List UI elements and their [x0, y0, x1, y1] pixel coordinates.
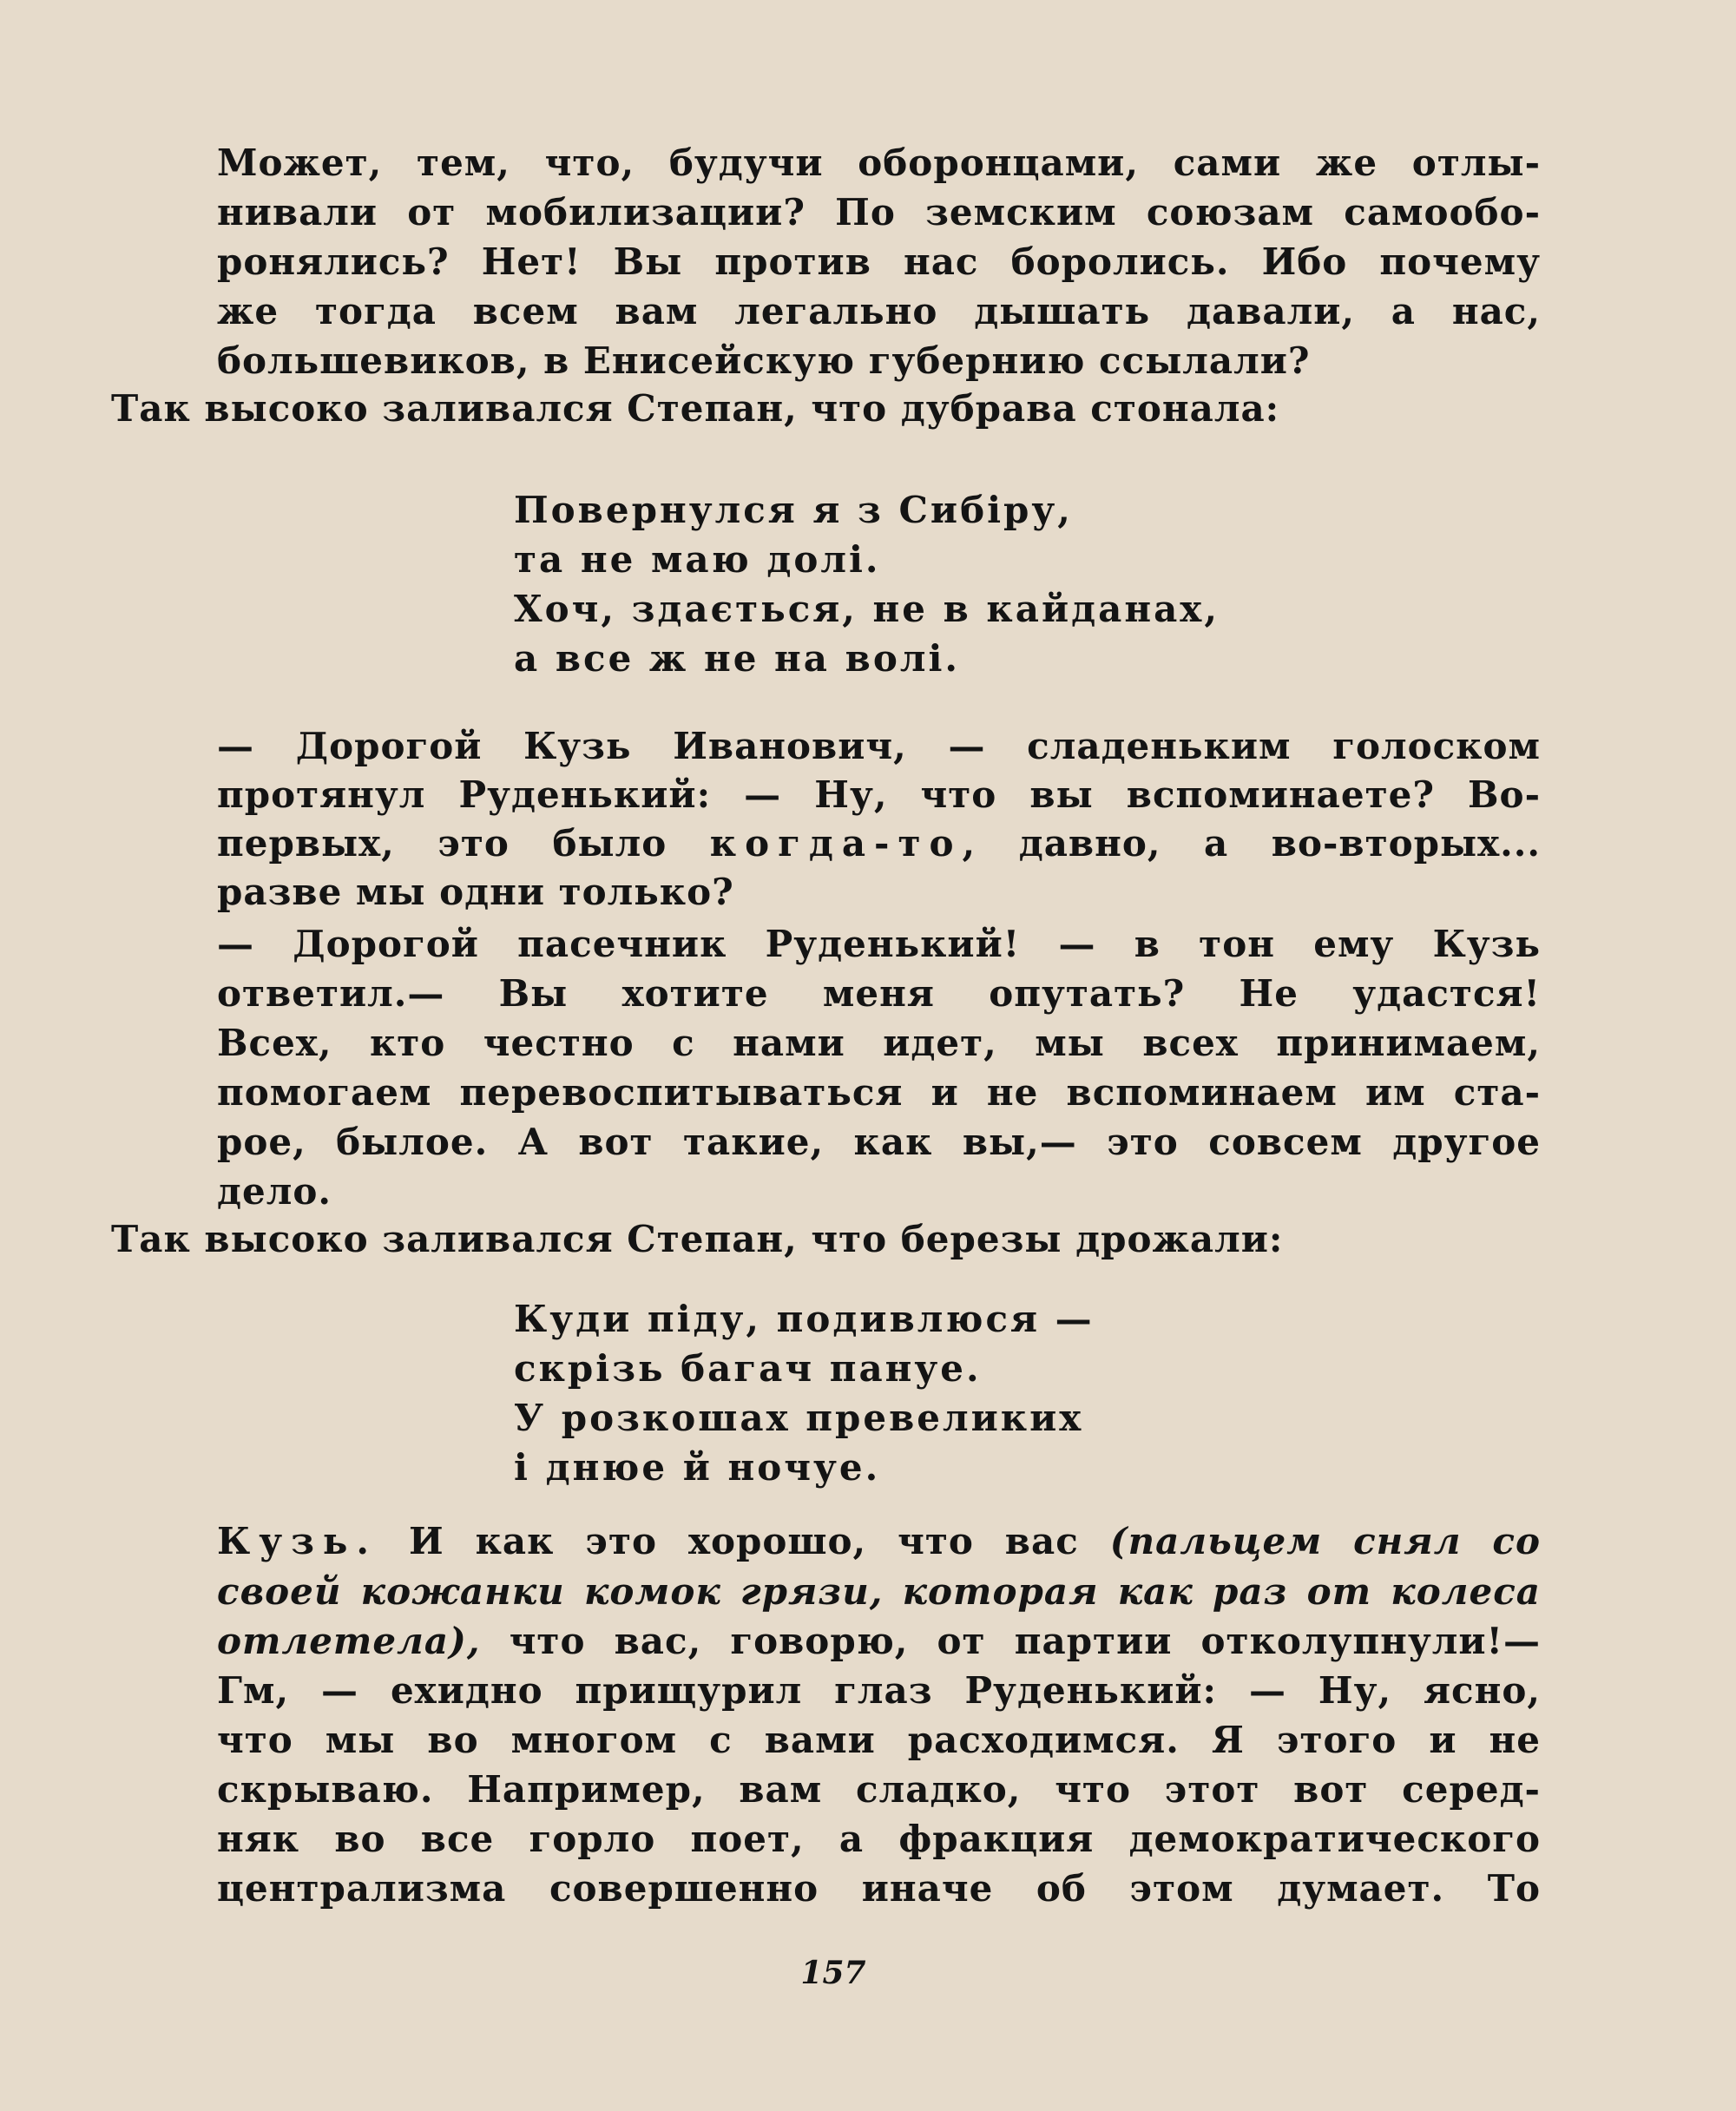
stage-direction-line: своей кожанки комок грязи, которая как раз от колеса [217, 1570, 1541, 1613]
verse-line: У розкошах превеликих [514, 1397, 1084, 1439]
text-line: — Дорогой Кузь Иванович, — сладеньким голоском [217, 725, 1541, 767]
text-line [217, 819, 1541, 868]
text-line: большевиков, в Енисейскую губернию ссылали? [217, 339, 1311, 382]
verse-line: а все ж не на волі. [514, 637, 961, 680]
text-line: протянул Руденький: — Ну, что вы вспоминаете? Во- [217, 773, 1541, 816]
text-fragment: , давно, а во-вторых... [962, 822, 1541, 865]
text-line [217, 1517, 1541, 1566]
verse-line: Повернулся я з Сибіру, [514, 489, 1073, 531]
text-line: — Дорогой пасечник Руденький! — в тон ему Кузь [217, 923, 1541, 965]
narration-line: Так высоко заливался Степан, что дубрава стонала: [111, 387, 1280, 430]
text-line: что мы во многом с вами расходимся. Я этого и не [217, 1719, 1541, 1761]
text-line: ответил.— Вы хотите меня опутать? Не удастся! [217, 972, 1541, 1015]
text-line: рое, былое. А вот такие, как вы,— это совсем другое [217, 1121, 1541, 1163]
text-fragment: первых, это было [217, 822, 710, 865]
text-line: Всех, кто честно с нами идет, мы всех принимаем, [217, 1022, 1541, 1064]
verse-line: скрізь багач пануе. [514, 1347, 982, 1390]
text-line: скрываю. Например, вам сладко, что этот вот серед- [217, 1768, 1541, 1811]
text-line: централизма совершенно иначе об этом думает. То [217, 1867, 1541, 1910]
stage-direction: отлетела), [217, 1620, 481, 1662]
narration-line: Так высоко заливался Степан, что березы дрожали: [111, 1218, 1284, 1260]
text-line: же тогда всем вам легально дышать давали, а нас, [217, 290, 1541, 332]
text-line: разве мы одни только? [217, 871, 734, 913]
text-line: нивали от мобилизации? По земским союзам самообо- [217, 191, 1541, 233]
verse-line: і днюе й ночуе. [514, 1446, 881, 1489]
page-number: 157 [800, 1955, 866, 1991]
verse-line: Хоч, здається, не в кайданах, [514, 588, 1220, 630]
text-line: Гм, — ехидно прищурил глаз Руденький: — Ну, ясно, [217, 1669, 1541, 1712]
verse-line: Куди піду, подивлюся — [514, 1298, 1095, 1340]
text-fragment: И как это хорошо, что вас [378, 1520, 1110, 1562]
text-line: ронялись? Нет! Вы против нас боролись. Ибо почему [217, 240, 1541, 283]
text-line: няк во все горло поет, а фракция демократического [217, 1818, 1541, 1860]
verse-line: та не маю долі. [514, 538, 881, 581]
text-line [217, 1617, 1541, 1666]
text-fragment: что вас, говорю, от партии отколупнули!— [480, 1620, 1541, 1662]
stage-direction: (пальцем снял со [1109, 1520, 1541, 1562]
speaker-name: Кузь. [217, 1520, 378, 1562]
text-line: помогаем перевоспитываться и не вспоминаем им ста- [217, 1071, 1541, 1114]
text-line: Может, тем, что, будучи оборонцами, сами же отлы- [217, 141, 1541, 184]
text-line: дело. [217, 1170, 332, 1213]
emphasized-word: когда-то [709, 822, 963, 865]
